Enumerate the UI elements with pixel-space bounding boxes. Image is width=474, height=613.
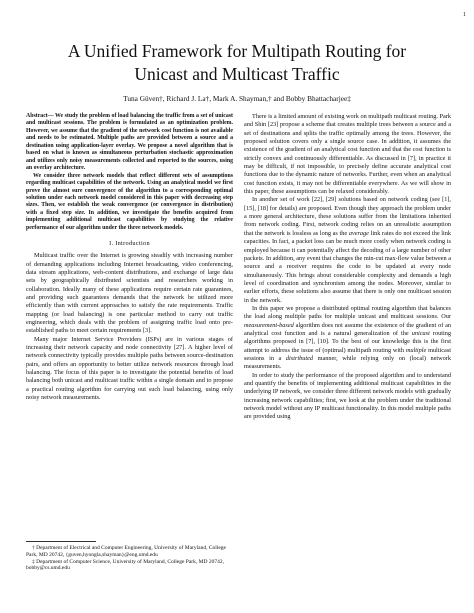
emphasis-average: average xyxy=(348,229,369,237)
footnote-1: † Department of Electrical and Computer Engineering, University of Maryland, College Park, MD 20742, {guven,hyongla,shayman}@eng.umd.edu xyxy=(26,545,226,558)
intro-paragraph-1: Multicast traffic over the Internet is growing steadily with increasing number of demanding applications including Internet broadcasting, video conferencing, data stream applications, web-content distributions, and exchange of large data sets by geographically distributed scientists and researchers working in collaboration. Ideally many of these applications require certain rate guarantees, and providing such guarantees demands that the network be utilized more efficiently than with current approaches to satisfy the rate requirements. Traffic mapping (or load balancing) is one particular method to carry out traffic engineering, which deals with the problem of assigning traffic load onto pre-established paths to meet certain requirements [3]. xyxy=(26,252,233,335)
right-paragraph-4: In order to study the performance of the proposed algorithm and to understand and quantify the benefits of implementing additional multicast capabilities in the underlying IP network, we consider three different network models with gradually increasing network capabilities; first, we look at the problem under the traditional network model without any IP multicast functionality. In this model multiple paths are provided using xyxy=(244,371,451,421)
section-heading-introduction: I. Introduction xyxy=(109,240,150,248)
footnote-rule xyxy=(26,541,96,542)
left-column xyxy=(26,113,233,402)
right-paragraph-2 xyxy=(244,196,451,304)
emphasis-unicast: unicast xyxy=(411,329,430,337)
intro-paragraph-2: Many major Internet Service Providers (ISPs) are in various stages of increasing their network capacity and node connectivity [27]. A higher level of network connectivity typically provides multiple paths between source-destination pairs, and offers an opportunity to better utilize network resources through load balancing. The focus of this paper is to investigate the potential benefits of load balancing both unicast and multicast traffic within a single domain and to propose a practical routing algorithm for carrying out such load balancing, using only noisy network measurements. xyxy=(26,335,233,402)
paper-title-line-2: Unicast and Multicast Traffic xyxy=(134,64,340,84)
text-run: routing algorithms proposed in [7], [10]. To the best of our knowledge this is the first attempt to address the issue of (optimal) multipath routing with xyxy=(244,329,452,354)
footnotes xyxy=(26,541,233,572)
text-run: algorithm does not assume the existence of the gradient of an analytical cost function and is a natural generalization of the xyxy=(244,321,451,337)
right-paragraph-1: There is a limited amount of existing work on multipath multicast routing. Park and Shin [23] propose a scheme that creates multiple trees between a source and a set of destinations and splits the traffic optimally among the trees. However, the proposed solution covers only a single source case. In addition, it assumes the existence of the gradient of an analytical cost function and that the cost function is strictly convex and continuously differentiable. As discussed in [7], in practice it may be difficult, if not impossible, to precisely define accurate analytical cost functions due to the dynamic nature of networks. Further, even when an analytical cost function exists, it may not be differentiable everywhere. As we will show in this paper, these assumptions can be relaxed considerably. xyxy=(244,113,451,196)
footnote-2: ‡ Department of Computer Science, University of Maryland, College Park, MD 20742, bobby@cs.umd.edu xyxy=(26,558,225,572)
paper-title-line-1: A Unified Framework for Multipath Routing for xyxy=(67,41,407,61)
text-run: multicast sessions in a xyxy=(244,346,451,362)
text-run: In another set of work [22], [29] solutions based on network coding (see [1], [15], [18] for details) are proposed. Even though they approach the problem under a more general architecture, these solutions suffer from the limitations inherited from network coding. First, network coding relies on an unrealistic assumption that the network is lossless as long as the xyxy=(244,196,451,237)
text-run: In this paper we propose a distributed optimal routing algorithm that balances the load along multiple paths for multiple unicast and multicast sessions. Our xyxy=(244,304,451,321)
abstract-paragraph-2: We consider three network models that reflect different sets of assumptions regarding multicast capabilities of the network. Using an analytical model we first prove the almost sure convergence of the algorithm to a corresponding optimal solution under each network model considered in this paper with decreasing step sizes. Then, we establish the weak convergence (or convergence in distribution) with a fixed step size. In addition, we investigate the benefits acquired from implementing additional multicast capabilities by studying the relative performance of our algorithm under the three network models. xyxy=(26,172,233,231)
right-paragraph-3 xyxy=(244,305,451,372)
emphasis-multiple: multiple xyxy=(405,346,427,354)
text-run: link rates do not exceed the link capacities. In fact, a packet loss can be much more costly when network coding is employed because it can potentially affect the decoding of a large number of other packets. In addition, any event that changes the min-cut max-flow value between a source and a receiver requires the code to be updated at every node simultaneously. This brings about considerable complexity and demands a high level of coordination and synchronism among the nodes. Moreover, similar to earlier efforts, these solutions also assume that there is only one multicast session in the network. xyxy=(244,229,451,304)
text-run: manner, while relying only on (local) network measurements. xyxy=(244,354,451,371)
page-number: 1 xyxy=(463,12,466,18)
introduction-text xyxy=(26,252,233,402)
right-column xyxy=(244,113,451,422)
abstract xyxy=(26,113,233,232)
author-list: Tuna Güven†, Richard J. La†, Mark A. Shayman,† and Bobby Bhattacharjee‡ xyxy=(123,94,351,103)
abstract-paragraph-1: Abstract— We study the problem of load balancing the traffic from a set of unicast and multicast sessions. The problem is formulated as an optimization problem. However, we assume that the gradient of the network cost function is not available and needs to be estimated. Multiple paths are provided between a source and a destination using application-layer overlay. We propose a novel algorithm that is based on what is known as simultaneous perturbation stochastic approximation and utilizes only noisy measurements collected and reported to the sources, using an overlay architecture. xyxy=(26,113,233,172)
emphasis-measurement-based: measurement-based xyxy=(244,321,294,329)
emphasis-distributed: distributed xyxy=(285,354,314,362)
